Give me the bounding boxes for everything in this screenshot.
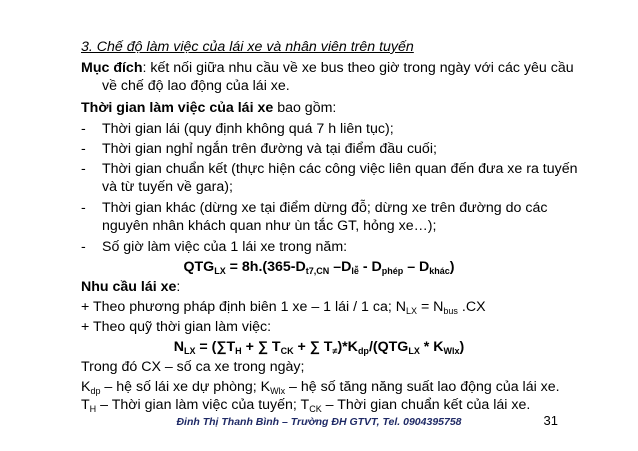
purpose-text-cont: về chế độ lao động của lái xe. (102, 78, 290, 94)
formula-nlx-term: /(QTG (368, 339, 409, 355)
purpose-text: : kết nối giữa nhu cầu về xe bus theo giờ trong ngày với các yêu cầu (142, 60, 574, 76)
bullet-dash: - (81, 121, 86, 137)
formula-nlx-term: + ∑ T (293, 339, 333, 355)
method-staffing-sub: LX (405, 306, 417, 316)
bullet-prep-time: Thời gian chuẩn kết (thực hiện các công việc liên quan đến đưa xe ra tuyến (102, 161, 578, 177)
formula-qtg-sub: lễ (351, 266, 359, 276)
bullet-dash: - (81, 200, 86, 216)
formula-nlx-term: ) (459, 339, 465, 355)
formula-nlx-term: = (∑T (195, 339, 236, 355)
bullet-dash: - (81, 239, 86, 255)
page-number: 31 (543, 413, 558, 428)
purpose-line (81, 59, 598, 77)
formula-nlx-term: )*K (337, 339, 358, 355)
bullet-dash: - (81, 161, 86, 177)
formula-nlx-sub: dp (357, 346, 369, 356)
bullet-prep-time-cont: và từ tuyến về gara); (102, 179, 233, 195)
coefficient-text: K (81, 379, 91, 395)
method-staffing-text: + Theo phương pháp định biên 1 xe – 1 lái / 1 ca; N (81, 299, 406, 315)
coefficient-sub: dp (90, 386, 101, 396)
formula-qtg-term: – D (403, 259, 430, 275)
time-definitions-sub: CK (309, 404, 322, 414)
time-definitions-text: – Thời gian chuẩn kết của lái xe. (321, 397, 531, 413)
time-definitions-sub: H (89, 404, 97, 414)
formula-nlx-sub: ≠ (332, 346, 338, 356)
coefficient-sub: Wlx (270, 386, 286, 396)
purpose-label: Mục đích (81, 60, 143, 76)
formula-nlx-sub: CK (280, 346, 294, 356)
method-timefund-line: + Theo quỹ thời gian làm việc: (81, 319, 272, 335)
method-staffing-sub: bus (443, 306, 458, 316)
formula-nlx-sub: LX (408, 346, 420, 356)
formula-qtg-sub: t7,CN (305, 266, 330, 276)
coefficient-line (81, 378, 598, 396)
formula-nlx-term: * K (419, 339, 444, 355)
time-definitions-line (81, 396, 598, 414)
formula-nlx (0, 338, 638, 356)
bullet-annual-hours: Số giờ làm việc của 1 lái xe trong năm: (102, 239, 348, 255)
formula-qtg-term: ) (449, 259, 455, 275)
driver-need-label: Nhu cầu lái xe (81, 279, 177, 295)
worktime-label: Thời gian làm việc của lái xe (81, 100, 274, 116)
method-staffing-text: = N (417, 299, 444, 315)
worktime-text: bao gồm: (273, 100, 337, 116)
section-heading: 3. Chế độ làm việc của lái xe và nhân viên trên tuyến (81, 39, 414, 55)
method-staffing-line (81, 298, 598, 316)
formula-nlx-sub: LX (183, 346, 196, 356)
coefficient-text: – hệ số tăng năng suất lao động của lái xe. (285, 379, 560, 395)
bullet-rest-time: Thời gian nghỉ ngắn trên đường và tại điểm đầu cuối; (102, 141, 437, 157)
time-definitions-text: – Thời gian làm việc của tuyến; T (96, 397, 310, 413)
coefficient-text: – hệ số lái xe dự phòng; K (100, 379, 271, 395)
worktime-line (81, 99, 598, 117)
footer-author: Đinh Thị Thanh Bình – Trường ĐH GTVT, Tel. 0904395758 (176, 416, 462, 428)
method-staffing-text: .CX (457, 299, 486, 315)
bullet-other-time-cont: nguyên nhân khách quan như ùn tắc GT, hỏng xe…); (102, 218, 437, 234)
formula-nlx-term: + ∑ T (241, 339, 281, 355)
formula-qtg-term: QTG (183, 259, 215, 275)
formula-qtg-sub: phép (381, 266, 404, 276)
formula-qtg-term: - D (358, 259, 382, 275)
formula-qtg-sub: khác (429, 266, 450, 276)
formula-qtg-term: = 8h.(365-D (225, 259, 306, 275)
formula-nlx-term: N (173, 339, 184, 355)
bullet-dash: - (81, 141, 86, 157)
bullet-driving-time: Thời gian lái (quy định không quá 7 h liên tục); (102, 121, 394, 137)
driver-need-colon: : (176, 279, 181, 295)
formula-qtg-sub: LX (214, 266, 226, 276)
driver-need-line (81, 278, 598, 296)
time-definitions-text: T (81, 397, 90, 413)
bullet-other-time: Thời gian khác (dừng xe tại điểm dừng đỗ; dừng xe trên đường do các (102, 200, 548, 216)
formula-qtg-term: –D (329, 259, 352, 275)
formula-nlx-sub: Wlx (443, 346, 460, 356)
formula-qtg (0, 258, 638, 276)
where-line: Trong đó CX – số ca xe trong ngày; (81, 359, 305, 375)
formula-nlx-sub: H (235, 346, 242, 356)
